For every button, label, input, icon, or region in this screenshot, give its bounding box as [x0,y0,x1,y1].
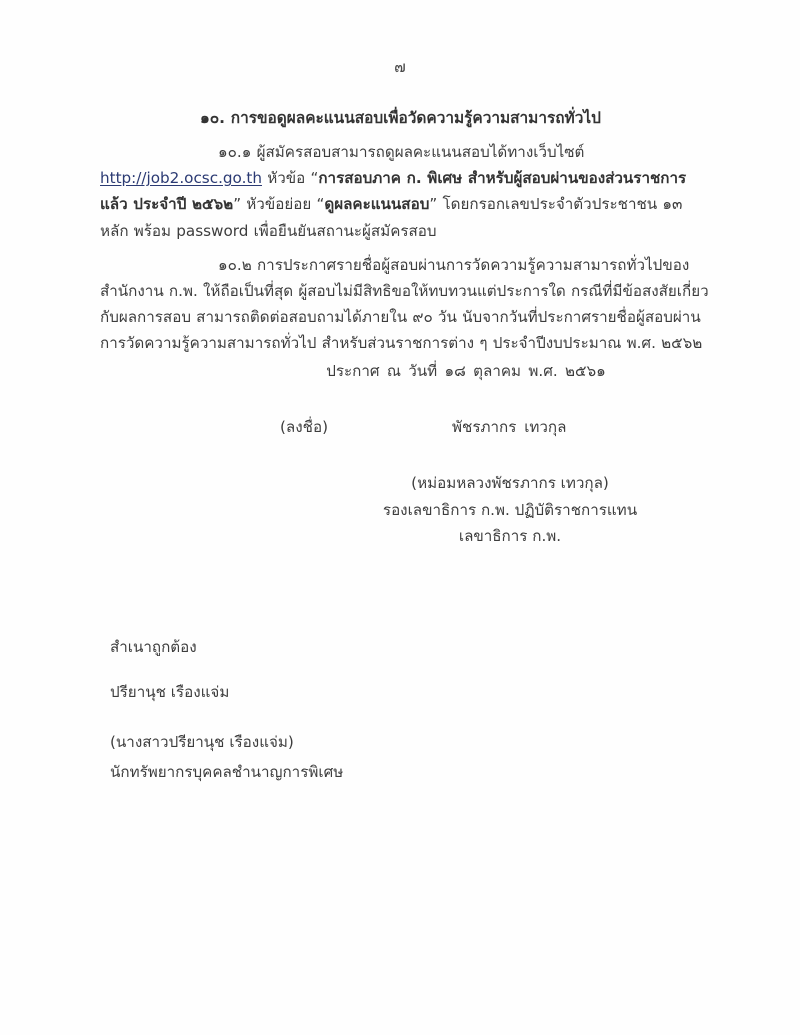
quote-open-mark-2: “ [316,195,325,214]
signature-name: พัชรภากร เทวกุล [452,418,567,436]
document-body [100,105,712,357]
spacer-1 [110,657,343,682]
section-10-heading: ๑๐. การขอดูผลคะแนนสอบเพื่อวัดความรู้ความสามารถทั่วไป [200,109,601,127]
certifier-signature: ปรียานุช เรืองแจ่ม [110,683,230,701]
section-10-1-text-before-url: ๑๐.๑ ผู้สมัครสอบสามารถดูผลคะแนนสอบได้ทางเว็บไซต์ [218,143,585,161]
signer-printed-name: (หม่อมหลวงพัชรภากร เทวกุล) [411,474,609,492]
section-10-1-tail-text: โดยกรอกเลขประจำตัวประชาชน ๑๓ หลัก พร้อม password เพื่อยืนยันสถานะผู้สมัครสอบ [100,195,683,240]
signer-position-line-2: เลขาธิการ ก.พ. [458,527,562,545]
signer-position-line-1: รองเลขาธิการ ก.พ. ปฏิบัติราชการแทน [382,500,638,519]
certifier-position: นักทรัพยากรบุคคลชำนาญการพิเศษ [110,763,344,781]
subtopic-title: ดูผลคะแนนสอบ [324,195,430,214]
signer-identity-block [330,470,690,550]
spacer-2 [110,702,343,727]
signed-label: (ลงชื่อ) [280,418,329,436]
exam-topic-title: การสอบภาค ก. พิเศษ สำหรับผู้สอบผ่านของส่วนราชการแล้ว ประจำปี ๒๕๖๒ [100,169,687,214]
quote-open-mark: “ [310,169,319,188]
ocsc-website-link[interactable]: http://job2.ocsc.go.th [100,169,262,188]
certified-copy-block [110,637,343,787]
section-10-1-paragraph [100,139,712,244]
certifier-printed-name: (นางสาวปรียานุช เรืองแจ่ม) [110,733,294,751]
certified-copy-label: สำเนาถูกต้อง [110,638,197,656]
section-10-2-paragraph: ๑๐.๒ การประกาศรายชื่อผู้สอบผ่านการวัดความรู้ความสามารถทั่วไปของสำนักงาน ก.พ. ให้ถือเป็นที่สุด ผู้สอบไม่มีสิทธิขอให้ทบทวนแต่ประการใด กรณีที่มีข้อสงสัยเกี่ยวกับผลการสอบ สามารถติดต่อสอบถามได้ภายใน ๙๐ วัน นับจากวันที่ประกาศรายชื่อผู้สอบผ่านการวัดความรู้ความสามารถทั่วไป สำหรับส่วนราชการต่าง ๆ ประจำปีงบประมาณ พ.ศ. ๒๕๖๒ [100,255,709,353]
announcement-date: ประกาศ ณ วันที่ ๑๘ ตุลาคม พ.ศ. ๒๕๖๑ [326,362,606,380]
section-10-1-text-after-url: หัวข้อ [261,169,311,188]
quote-close-mark-2: ” [429,195,438,214]
subtopic-label: หัวข้อย่อย [241,195,317,214]
quote-close-mark: ” [233,195,242,214]
page-number: ๗ [394,58,406,76]
